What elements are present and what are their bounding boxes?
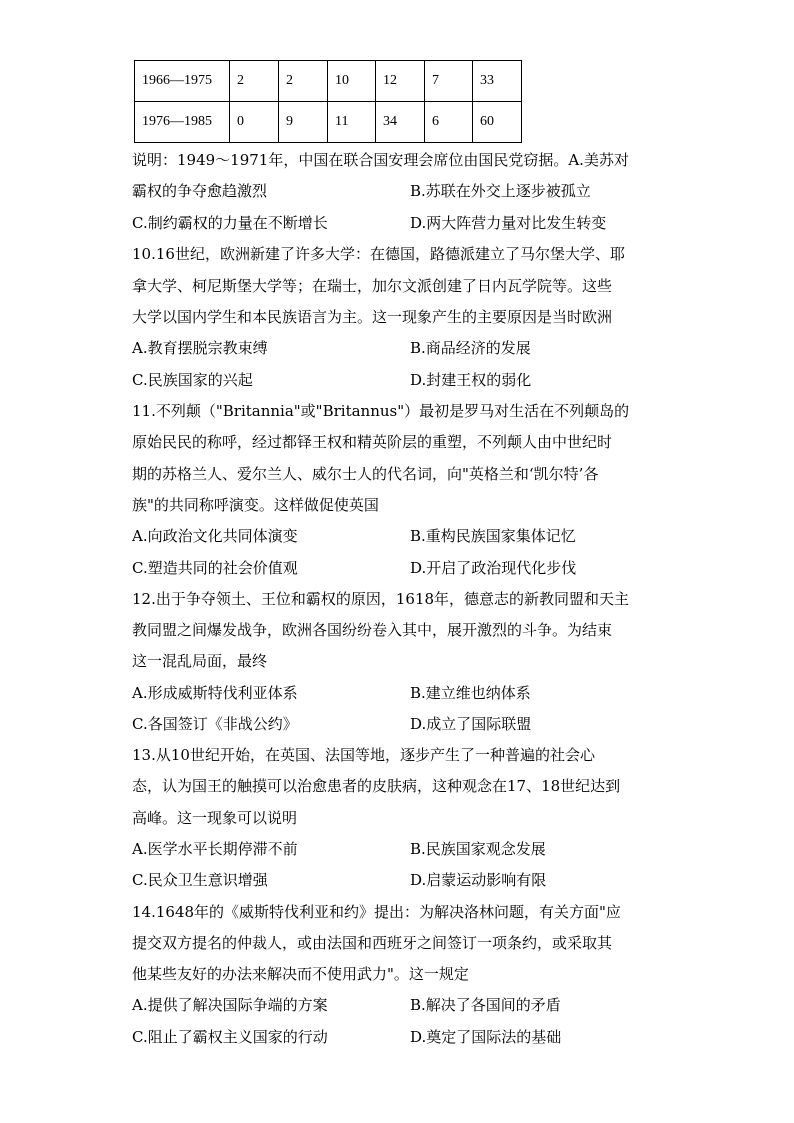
q10-option-d: D.封建王权的弱化 bbox=[410, 371, 532, 389]
q11-stem-line: 期的苏格兰人、爱尔兰人、威尔士人的代名词，向"英格兰和‘凯尔特’各 bbox=[132, 465, 599, 483]
q10-option-a: A.教育摆脱宗教束缚 bbox=[132, 339, 268, 357]
table-cell: 0 bbox=[230, 102, 279, 143]
q10-option-c: C.民族国家的兴起 bbox=[132, 371, 253, 389]
table-cell: 34 bbox=[376, 102, 425, 143]
table-cell: 10 bbox=[328, 61, 376, 102]
q12-stem-line: 12.出于争夺领土、王位和霸权的原因，1618年，德意志的新教同盟和天主 bbox=[132, 590, 630, 608]
q10-stem-line: 10.16世纪，欧洲新建了许多大学：在德国，路德派建立了马尔堡大学、耶 bbox=[132, 245, 625, 263]
q12-option-a: A.形成威斯特伐利亚体系 bbox=[132, 684, 298, 702]
q12-option-c: C.各国签订《非战公约》 bbox=[132, 715, 298, 733]
q9-option-a: 霸权的争夺愈趋激烈 bbox=[132, 182, 268, 200]
q12-option-d: D.成立了国际联盟 bbox=[410, 715, 532, 733]
q10-stem-line: 大学以国内学生和本民族语言为主。这一现象产生的主要原因是当时欧洲 bbox=[132, 308, 613, 326]
q14-option-d: D.奠定了国际法的基础 bbox=[410, 1028, 562, 1046]
q11-option-d: D.开启了政治现代化步伐 bbox=[410, 559, 577, 577]
q12-stem-line: 这一混乱局面，最终 bbox=[132, 652, 268, 670]
table-cell: 2 bbox=[279, 61, 328, 102]
q13-option-d: D.启蒙运动影响有限 bbox=[410, 871, 547, 889]
table-cell: 11 bbox=[328, 102, 376, 143]
q9-option-d: D.两大阵营力量对比发生转变 bbox=[410, 214, 607, 232]
q11-stem-line: 11.不列颠（"Britannia"或"Britannus"）最初是罗马对生活在不列颠岛的 bbox=[132, 402, 630, 420]
q14-stem-line: 他某些友好的办法来解决而不使用武力"。这一规定 bbox=[132, 965, 469, 983]
q14-option-a: A.提供了解决国际争端的方案 bbox=[132, 996, 328, 1014]
table-cell: 12 bbox=[376, 61, 425, 102]
q9-option-c: C.制约霸权的力量在不断增长 bbox=[132, 214, 328, 232]
table-cell: 9 bbox=[279, 102, 328, 143]
table-row bbox=[135, 61, 522, 102]
q12-stem-line: 教同盟之间爆发战争，欧洲各国纷纷卷入其中，展开激烈的斗争。为结束 bbox=[132, 621, 613, 639]
table-cell: 1966—1975 bbox=[135, 61, 230, 102]
q13-option-b: B.民族国家观念发展 bbox=[410, 840, 546, 858]
q9-option-b: B.苏联在外交上逐步被孤立 bbox=[410, 182, 591, 200]
q14-stem-line: 14.1648年的《威斯特伐利亚和约》提出：为解决洛林问题，有关方面"应 bbox=[132, 903, 621, 921]
q12-option-b: B.建立维也纳体系 bbox=[410, 684, 531, 702]
q10-option-b: B.商品经济的发展 bbox=[410, 339, 531, 357]
table-cell: 2 bbox=[230, 61, 279, 102]
table-cell: 6 bbox=[425, 102, 473, 143]
q13-stem-line: 13.从10世纪开始，在英国、法国等地，逐步产生了一种普遍的社会心 bbox=[132, 746, 595, 764]
q11-option-c: C.塑造共同的社会价值观 bbox=[132, 559, 298, 577]
q11-stem-line: 族"的共同称呼演变。这样做促使英国 bbox=[132, 496, 379, 514]
q14-stem-line: 提交双方提名的仲裁人，或由法国和西班牙之间签订一项条约，或采取其 bbox=[132, 934, 613, 952]
table-cell: 7 bbox=[425, 61, 473, 102]
q13-stem-line: 态，认为国王的触摸可以治愈患者的皮肤病，这种观念在17、18世纪达到 bbox=[132, 777, 621, 795]
q9-note-line: 说明：1949～1971年，中国在联合国安理会席位由国民党窃据。A.美苏对 bbox=[132, 151, 629, 169]
q11-option-b: B.重构民族国家集体记忆 bbox=[410, 527, 576, 545]
table-cell: 33 bbox=[473, 61, 522, 102]
q13-option-a: A.医学水平长期停滞不前 bbox=[132, 840, 298, 858]
q13-stem-line: 高峰。这一现象可以说明 bbox=[132, 809, 298, 827]
statistics-table bbox=[134, 60, 522, 143]
table-cell: 60 bbox=[473, 102, 522, 143]
table-row bbox=[135, 102, 522, 143]
q10-stem-line: 拿大学、柯尼斯堡大学等；在瑞士，加尔文派创建了日内瓦学院等。这些 bbox=[132, 277, 613, 295]
q14-option-c: C.阻止了霸权主义国家的行动 bbox=[132, 1028, 328, 1046]
q11-option-a: A.向政治文化共同体演变 bbox=[132, 527, 298, 545]
q13-option-c: C.民众卫生意识增强 bbox=[132, 871, 268, 889]
table-cell: 1976—1985 bbox=[135, 102, 230, 143]
q11-stem-line: 原始民民的称呼，经过都铎王权和精英阶层的重塑，不列颠人由中世纪时 bbox=[132, 433, 613, 451]
q14-option-b: B.解决了各国间的矛盾 bbox=[410, 996, 561, 1014]
